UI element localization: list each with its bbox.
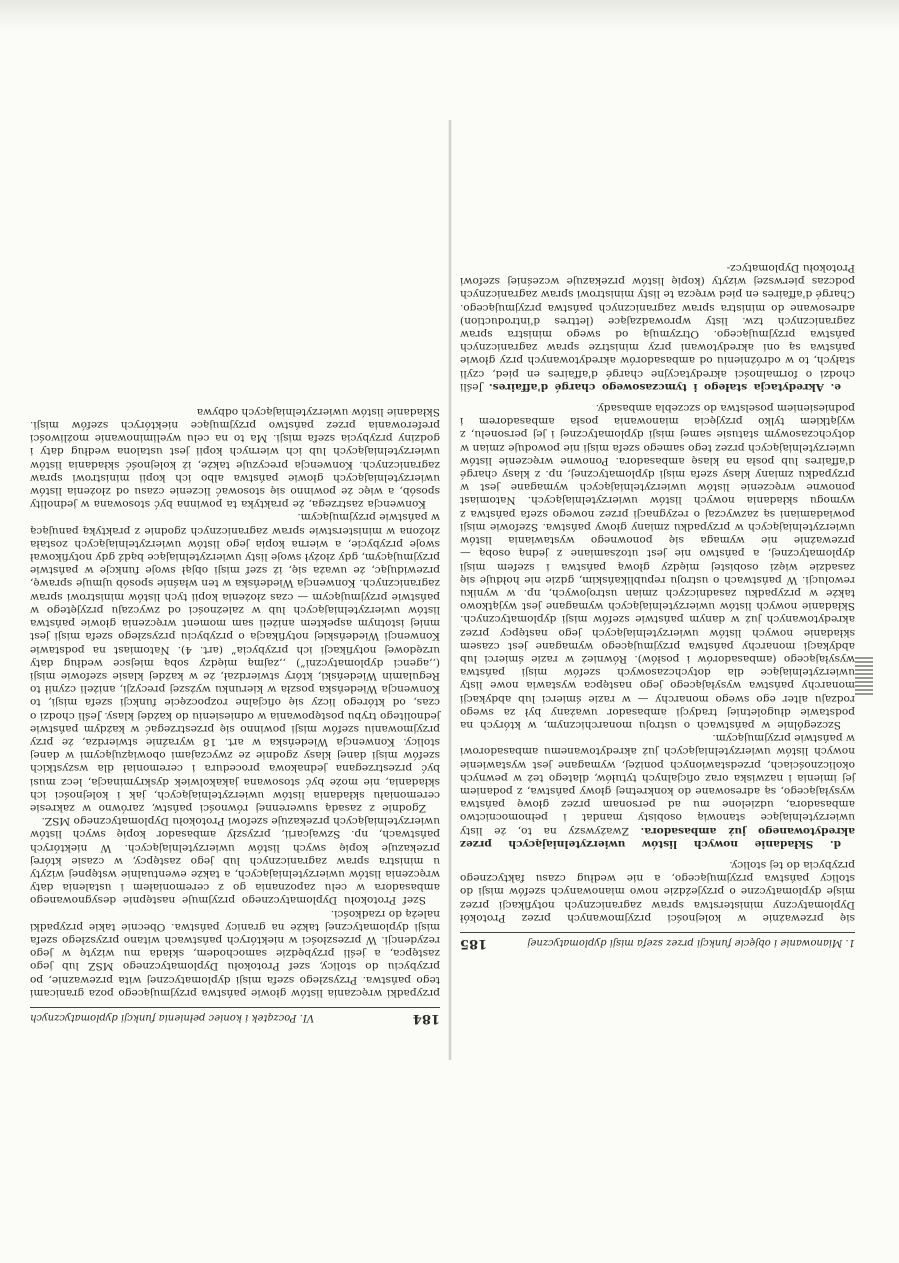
gutter-artifact bbox=[855, 655, 873, 695]
left-page-number: 184 bbox=[412, 1011, 440, 1026]
section-e bbox=[460, 261, 855, 393]
section-d-heading: d. Składanie nowych listów uwierzytelniających przez akredytowanego już ambasadora. bbox=[460, 824, 855, 850]
section-d-text: Zważywszy na to, że listy uwierzytelniające stanowią osobisty mandat i pełnomocnictwo ambasadora, udzielone mu ad personam przez głowę państwa wysyłającego, są adresowane do konkretnej głowy państwa, z podaniem jej imienia i nazwiska oraz oficjalnych tytułów, dlatego też w pewnych okolicznościach, przedstawionych poniżej, wymagane jest wystawienie nowych listów uwierzytelniających już akredytowanemu ambasadorowi w państwie przyjmującym. bbox=[460, 732, 855, 837]
book-gutter bbox=[448, 120, 452, 1060]
right-paragraph: Szczególnie w państwach o ustroju monarchicznym, w których na podstawie długoletniej tradycji ambasador uważany był za swego rodzaju alter ego swego monarchy — w razie śmierci lub abdykacji monarchy państwa wysyłającego jego następca wystawia nowe listy uwierzytelniające dla dotychczasowych szefów misji państwa wysyłającego (ambasadorów i posłów). Również w razie śmierci lub abdykacji monarchy państwa przyjmującego wymagane jest czasem składanie nowych listów uwierzytelniających jego następcy przez akredytowanych już w danym państwie szefów misji dyplomatycznych. Składanie nowych listów uwierzytelniających wymagane jest wyjątkowo także w przypadku zasadniczych zmian ustrojowych, np. w wyniku rewolucji. W państwach o ustroju republikańskim, gdzie nie hołduje się zasadzie więzi osobistej między głową państwa i szefem misji dyplomatycznej, a państwo nie jest utożsamiane z jedną osobą — przeważnie nie wymaga się ponownego wystawiania listów uwierzytelniających w przypadku zmiany głowy państwa. Szefowie misji powiadamiani są zazwyczaj o rezygnacji przez nowego szefa państwa z wymogu składania nowych listów uwierzytelniających. Natomiast ponowne wręczenie listów uwierzytelniających wymagane jest w przypadku zmiany klasy szefa misji dyplomatycznej, np. z klasy chargé d'affaires lub posła na klasę ambasadora. Ponowne wręczenie listów uwierzytelniających przez tego samego szefa misji nie powoduje zmian w dotychczasowym statusie samej misji dyplomatycznej i jej personelu, z wyjątkiem tylko przyjęcia mianowania posła ambasadorem i podniesieniem poselstwa do szczebla ambasady. bbox=[460, 402, 855, 731]
right-paragraph: się przeważnie w kolejności przyjmowanych przez Protokół Dyplomatyczny ministerstwa spraw zagranicznych notyfikacji przez misje dyplomatyczne o przyjeździe nowo mianowanych szefów misji do stolicy państwa przyjmującego, a nie według czasu faktycznego przybycia do tej stolicy. bbox=[460, 858, 855, 924]
right-running-head bbox=[460, 932, 855, 950]
spacer bbox=[460, 393, 855, 401]
left-running-head-title: VI. Początek i koniec pełnienia funkcji dyplomatycznych bbox=[30, 1012, 315, 1023]
section-e-heading: e. Akredytacja stałego i tymczasowego chargé d'affaires. bbox=[488, 380, 841, 393]
section-d bbox=[460, 731, 855, 850]
spacer bbox=[460, 850, 855, 858]
right-page bbox=[460, 90, 855, 950]
section-e-text: Jeśli chodzi o formalności akredytacyjne chargé d'affaires en pied, czyli stałych, to w odróżnieniu od ambasadorów akredytowanych przy głowie państwa są oni akredytowani przy ministrze spraw zagranicznych państwa przyjmującego. Otrzymują od swego ministra spraw zagranicznych tzw. listy wprowadzające (lettres d'introduction) adresowane do ministra spraw zagranicznych państwa przyjmującego. Chargé d'affaires en pied wręcza te listy ministrowi spraw zagranicznych podczas pierwszej wizyty (kopię listów przekazuje wcześniej szefowi Protokołu Dyplomatycz- bbox=[460, 262, 855, 393]
right-running-head-title: 1. Mianowanie i objęcie funkcji przez szefa misji dyplomatycznej bbox=[527, 937, 855, 948]
left-page bbox=[30, 135, 440, 1025]
left-running-head bbox=[30, 1007, 440, 1025]
scan-top-edge bbox=[0, 0, 899, 30]
left-paragraph: przypadki wręczania listów głowie państwa przyjmującego poza granicami tego państwa. Przyszłego szefa misji dyplomatycznej wita przewaznie, po przybyciu do stolicy, szef Protokołu Dyplomatycznego MSZ lub jego zastępca, a jeśli przybędzie samochodem, składa mu wizytę w jego rezydencji. W przeszłości w niektórych państwach witano przyszłego szefa misji dyplomatycznej także na granicy państwa. Obecnie takie przypadki należą do rzadkości. bbox=[30, 907, 440, 999]
left-paragraph: Zgodnie z zasadą suwerennej równości państw, zarówno w zakresie ceremoniału składania listów uwierzytelniających, jak i kolejności ich składania, nie może być stosowana jakakolwiek dyskryminacja, lecz musi być przestrzegana jednakowa procedura i ceremoniał dla wszystkich szefów misji danej klasy zgodnie ze zwyczajami obowiązującymi w danej stolicy. Konwencja Wiedeńska w art. 18 wyraźnie stwierdza, że przy przyjmowaniu szefów misji powinno się przestrzegać w każdym państwie jednolitego trybu postępowania w odniesieniu do każdej klasy. Jeśli chodzi o czas, od którego liczy się oficjalne rozpoczęcie funkcji szefa misji, to Konwencja Wiedeńska poszła w kierunku wyższej precyzji, aniżeli czynił to Regulamin Wiedeński, który stwierdzał, że w każdej klasie szefowie misji (,,agenci dyplomatyczni”) ,,zajmą między sobą miejsce według daty urzędowej notyfikacji ich przybycia” (art. 4). Natomiast na podstawie Konwencji Wiedeńskiej notyfikacja o przybyciu przyszłego szefa misji jest mniej istotnym aspektem aniżeli sam moment wręczenia głowie państwa listów uwierzytelniających lub w zależności od zwyczaju przyjętego w państwie przyjmującym — czas złożenia kopii tych listów ministrowi spraw zagranicznych. Konwencja Wiedeńska w ten właśnie sposób ujmuje sprawę, przewidując, że uważa się, iż szef misji objął swoje funkcje w państwie przyjmującym, gdy złożył swoje listy uwierzytelniające bądź gdy notyfikował swoje przybycie, a wierna kopia jego listów uwierzytelniających została złożona w ministerstwie spraw zagranicznych zgodnie z praktyką panującą w państwie przyjmującym. bbox=[30, 511, 440, 814]
left-paragraph: Szef Protokołu Dyplomatycznego przyjmuje następnie desygnowanego ambasadora w celu zapoznania go z ceremoniałem i ustalenia daty wręczenia listów uwierzytelniających, a także ewentualnie wstępnej wizyty u ministra spraw zagranicznych lub jego zastępcy, w czasie której przekazuje kopię swych listów uwierzytelniających. W niektórych państwach, np. Szwajcarii, przyszły ambasador kopię swych listów uwierzytelniających przekazuje szefowi Protokołu Dyplomatycznego MSZ. bbox=[30, 815, 440, 907]
right-page-number: 185 bbox=[460, 936, 488, 951]
left-paragraph: Konwencja zastrzega, że praktyka ta powinna być stosowana w jednolity sposób, a więc że powinno się stosować liczenie czasu od złożenia listów uwierzytelniających głowie państwa albo ich kopii ministrowi spraw zagranicznych. Konwencja precyzuje także, iż kolejność składania listów uwierzytelniających lub ich wiernych kopii jest ustalona według daty i godziny przybycia szefa misji. Ma to na celu wyeliminowanie możliwości preferowania przez państwo przyjmujące niektórych szefów misji. Składanie listów uwierzytelniających odbywa bbox=[30, 405, 440, 511]
